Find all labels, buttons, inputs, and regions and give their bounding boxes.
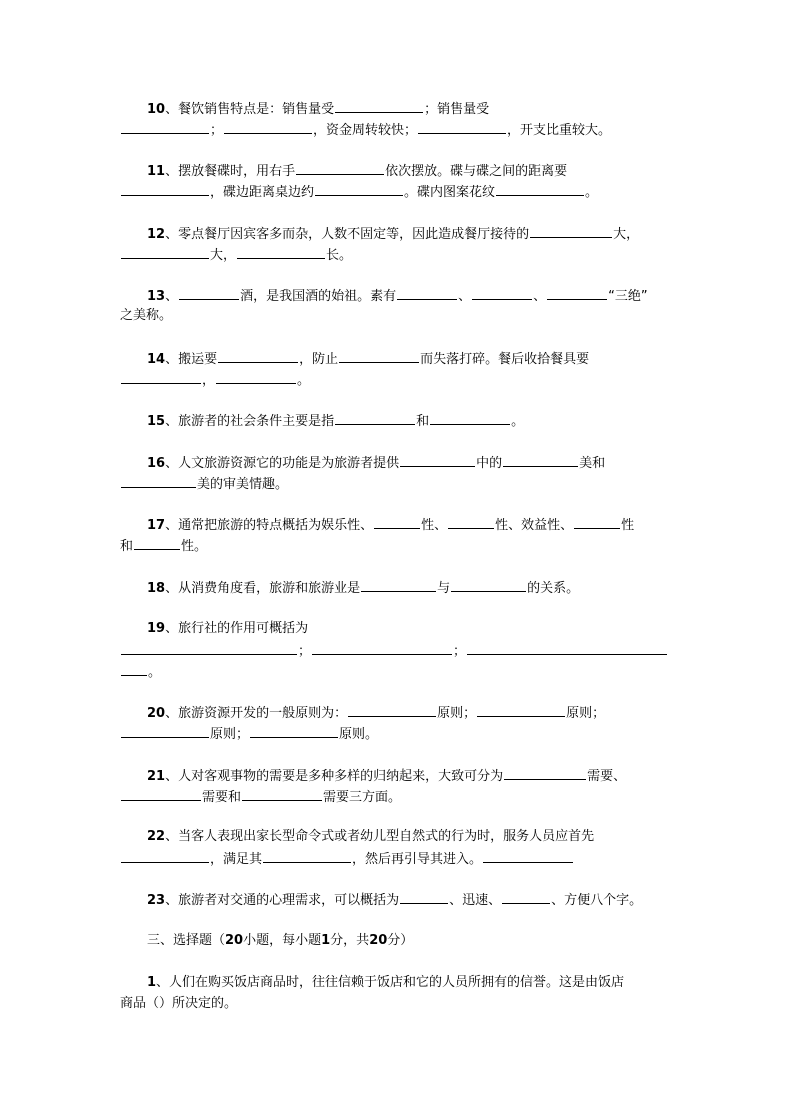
blank bbox=[348, 703, 436, 717]
blank bbox=[430, 411, 510, 425]
blank bbox=[121, 370, 201, 384]
question-16-line-2: 美的审美情趣。 bbox=[120, 474, 288, 494]
question-13-line-1: 13、 酒，是我国酒的始祖。素有 、 、 “三绝” bbox=[147, 286, 648, 306]
question-number: 20 bbox=[147, 706, 166, 721]
blank bbox=[179, 286, 239, 300]
question-19-line-3: 。 bbox=[120, 662, 161, 682]
question-16-line-1: 16、人文旅游资源它的功能是为旅游者提供 中的 美和 bbox=[147, 453, 605, 473]
blank bbox=[503, 453, 578, 467]
blank bbox=[502, 890, 550, 904]
question-20-line-1: 20、旅游资源开发的一般原则为： 原则； 原则； bbox=[147, 703, 605, 723]
question-11-line-2: ，碟边距离桌边约 。碟内图案花纹 。 bbox=[120, 182, 598, 202]
blank bbox=[250, 724, 338, 738]
blank bbox=[242, 787, 322, 801]
blank bbox=[121, 724, 209, 738]
choice-1-line-2: 商品（）所决定的。 bbox=[120, 996, 238, 1011]
choice-1-line-1: 1、人们在购买饭店商品时，往往信赖于饭店和它的人员所拥有的信誉。这是由饭店 bbox=[147, 975, 625, 990]
question-number: 13 bbox=[147, 289, 166, 304]
blank bbox=[467, 641, 667, 655]
question-number: 17 bbox=[147, 518, 166, 533]
question-17-line-1: 17、通常把旅游的特点概括为娱乐性、 性、 性、效益性、 性 bbox=[147, 515, 634, 535]
blank bbox=[448, 515, 494, 529]
question-20-line-2: 原则； 原则。 bbox=[120, 724, 378, 744]
blank bbox=[121, 849, 209, 863]
blank bbox=[121, 120, 209, 134]
question-11-line-1: 11、摆放餐碟时，用右手 依次摆放。碟与碟之间的距离要 bbox=[147, 161, 567, 181]
blank bbox=[530, 224, 612, 238]
question-10-line-1: 10、餐饮销售特点是：销售量受 ；销售量受 bbox=[147, 99, 489, 119]
blank bbox=[296, 161, 384, 175]
blank bbox=[451, 578, 526, 592]
blank bbox=[263, 849, 351, 863]
question-number: 21 bbox=[147, 769, 166, 784]
question-number: 23 bbox=[147, 893, 166, 908]
question-18-line-1: 18、从消费角度看，旅游和旅游业是 与 的关系。 bbox=[147, 578, 579, 598]
blank bbox=[335, 411, 415, 425]
question-number: 18 bbox=[147, 581, 166, 596]
blank bbox=[237, 245, 325, 259]
blank bbox=[312, 641, 452, 655]
question-21-line-2: 需要和 需要三方面。 bbox=[120, 787, 401, 807]
blank bbox=[504, 766, 586, 780]
blank bbox=[121, 787, 201, 801]
blank bbox=[483, 849, 573, 863]
blank bbox=[418, 120, 506, 134]
blank bbox=[121, 182, 209, 196]
blank bbox=[134, 536, 180, 550]
blank bbox=[121, 662, 147, 676]
question-number: 10 bbox=[147, 102, 166, 117]
question-number: 12 bbox=[147, 227, 166, 242]
question-12-line-1: 12、零点餐厅因宾客多而杂，人数不固定等，因此造成餐厅接待的 大， bbox=[147, 224, 639, 244]
blank bbox=[121, 245, 209, 259]
question-number: 14 bbox=[147, 352, 166, 367]
blank bbox=[397, 286, 457, 300]
blank bbox=[374, 515, 420, 529]
blank bbox=[400, 453, 475, 467]
blank bbox=[361, 578, 436, 592]
question-14-line-2: ， 。 bbox=[120, 370, 310, 390]
question-17-line-2: 和 性。 bbox=[120, 536, 207, 556]
question-number: 16 bbox=[147, 456, 166, 471]
blank bbox=[400, 890, 448, 904]
question-number: 19 bbox=[147, 621, 166, 636]
blank bbox=[315, 182, 403, 196]
blank bbox=[472, 286, 532, 300]
blank bbox=[121, 641, 297, 655]
blank bbox=[224, 120, 312, 134]
section-3-heading: 三、选择题（20小题，每小题1分，共20分） bbox=[147, 933, 414, 948]
blank bbox=[574, 515, 620, 529]
blank bbox=[339, 349, 419, 363]
question-number: 1 bbox=[147, 975, 157, 990]
blank bbox=[216, 370, 296, 384]
blank bbox=[496, 182, 584, 196]
blank bbox=[477, 703, 565, 717]
question-22-line-2: ，满足其 ，然后再引导其进入。 bbox=[120, 849, 574, 869]
question-19-line-1: 19、旅行社的作用可概括为 bbox=[147, 621, 309, 636]
blank bbox=[547, 286, 607, 300]
question-number: 15 bbox=[147, 414, 166, 429]
question-number: 11 bbox=[147, 164, 166, 179]
question-14-line-1: 14、搬运要 ，防止 而失落打碎。餐后收拾餐具要 bbox=[147, 349, 589, 369]
question-23-line-1: 23、旅游者对交通的心理需求，可以概括为 、迅速、 、方便八个字。 bbox=[147, 890, 642, 910]
question-15-line-1: 15、旅游者的社会条件主要是指 和 。 bbox=[147, 411, 524, 431]
blank bbox=[121, 474, 196, 488]
question-number: 22 bbox=[147, 829, 166, 844]
question-13-line-2: 之美称。 bbox=[120, 308, 173, 323]
question-22-line-1: 22、当客人表现出家长型命令式或者幼儿型自然式的行为时，服务人员应首先 bbox=[147, 829, 595, 844]
question-12-line-2: 大， 长。 bbox=[120, 245, 352, 265]
question-19-line-2: ； ； bbox=[120, 641, 668, 661]
blank bbox=[218, 349, 298, 363]
question-21-line-1: 21、人对客观事物的需要是多种多样的归纳起来，大致可分为 需要、 bbox=[147, 766, 626, 786]
blank bbox=[335, 99, 423, 113]
question-10-line-2: ； ，资金周转较快； ，开支比重较大。 bbox=[120, 120, 611, 140]
